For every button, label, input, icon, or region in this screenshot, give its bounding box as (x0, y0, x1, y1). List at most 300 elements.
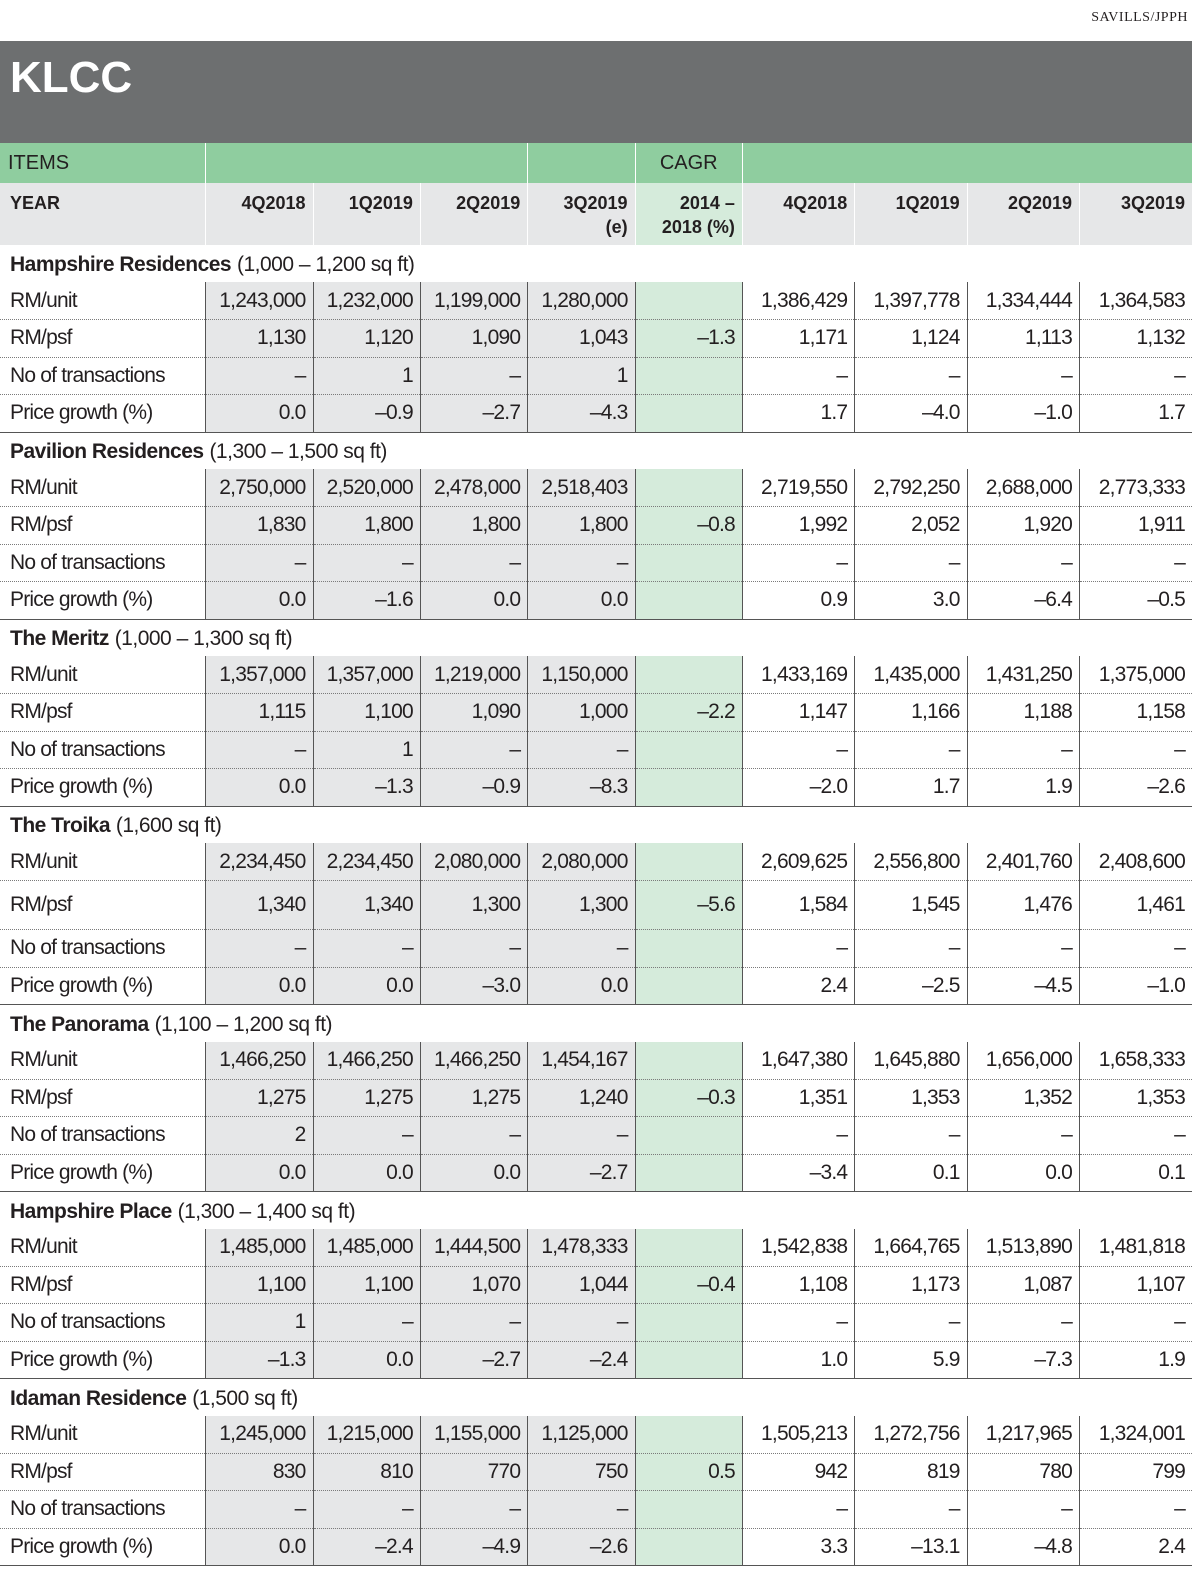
row-label: RM/psf (0, 507, 206, 545)
items-header-blank-b (528, 143, 635, 183)
table-cell: 1,044 (528, 1266, 635, 1304)
table-cell: 1,100 (313, 694, 420, 732)
project-name: Hampshire Residences (10, 253, 232, 276)
project-size: (1,300 – 1,500 sq ft) (209, 440, 387, 463)
table-cell (635, 282, 742, 320)
table-cell: –2.4 (528, 1341, 635, 1379)
table-cell (635, 769, 742, 807)
table-cell: 1,108 (742, 1266, 854, 1304)
row-label: Price growth (%) (0, 1341, 206, 1379)
table-cell: –0.4 (635, 1266, 742, 1304)
table-cell (635, 930, 742, 968)
table-cell: 2,408,600 (1080, 843, 1193, 881)
row-label: Price growth (%) (0, 967, 206, 1005)
column-header-6 (855, 183, 967, 245)
table-row (0, 1341, 1192, 1379)
table-cell: 1,375,000 (1080, 656, 1193, 694)
table-cell: – (1080, 357, 1193, 395)
project-size: (1,300 – 1,400 sq ft) (177, 1199, 356, 1223)
title-banner (0, 41, 1192, 143)
table-cell: –3.4 (742, 1154, 854, 1192)
table-cell: – (313, 930, 420, 968)
table-cell: 1,107 (1080, 1266, 1193, 1304)
table-row (0, 469, 1192, 507)
table-cell: 0.0 (206, 395, 313, 433)
table-cell: 2,792,250 (855, 469, 967, 507)
table-cell: 1 (206, 1304, 313, 1342)
table-cell (635, 1154, 742, 1192)
table-cell: 1,240 (528, 1079, 635, 1117)
table-cell: – (855, 544, 967, 582)
table-cell: 1,664,765 (855, 1229, 967, 1267)
column-header-1 (313, 183, 420, 245)
project-title (0, 432, 1192, 469)
table-row (0, 881, 1192, 930)
row-label: No of transactions (0, 1491, 206, 1529)
table-cell (635, 1528, 742, 1566)
table-cell: 1,476 (967, 881, 1079, 930)
table-cell: 1,397,778 (855, 282, 967, 320)
table-cell: 1,351 (742, 1079, 854, 1117)
row-label: No of transactions (0, 544, 206, 582)
table-cell (635, 469, 742, 507)
table-cell: 1,340 (313, 881, 420, 930)
table-cell: 1,461 (1080, 881, 1193, 930)
row-label: Price growth (%) (0, 1154, 206, 1192)
project-header-row (0, 432, 1192, 469)
table-cell: – (742, 1117, 854, 1155)
row-label: RM/unit (0, 282, 206, 320)
table-cell: 0.0 (206, 1528, 313, 1566)
table-cell: 0.0 (206, 1154, 313, 1192)
table-row (0, 544, 1192, 582)
table-cell: 0.0 (206, 967, 313, 1005)
table-cell: –2.7 (420, 395, 527, 433)
project-header-row (0, 806, 1192, 843)
table-cell: 750 (528, 1453, 635, 1491)
table-cell: 1.0 (742, 1341, 854, 1379)
table-row (0, 1229, 1192, 1267)
table-cell (635, 1304, 742, 1342)
project-name: The Troika (10, 814, 111, 837)
table-cell: 1,125,000 (528, 1416, 635, 1454)
table-cell: 1,100 (206, 1266, 313, 1304)
table-cell: 0.0 (206, 582, 313, 620)
table-row (0, 1042, 1192, 1080)
column-header-label: 1Q2019 (895, 193, 960, 213)
cagr-label: CAGR (635, 143, 742, 183)
table-cell: –0.3 (635, 1079, 742, 1117)
table-cell: –2.0 (742, 769, 854, 807)
row-label: Price growth (%) (0, 1528, 206, 1566)
row-label: No of transactions (0, 731, 206, 769)
project-name: Idaman Residence (10, 1386, 187, 1410)
table-cell: 2.4 (742, 967, 854, 1005)
table-cell: 1,300 (420, 881, 527, 930)
table-cell: 1,352 (967, 1079, 1079, 1117)
table-cell: – (967, 930, 1079, 968)
row-label: RM/psf (0, 694, 206, 732)
table-cell: 1,435,000 (855, 656, 967, 694)
table-cell: 1,124 (855, 320, 967, 358)
table-cell: 1,217,965 (967, 1416, 1079, 1454)
table-cell: 1,219,000 (420, 656, 527, 694)
column-header-3 (528, 183, 635, 245)
table-row (0, 1079, 1192, 1117)
table-cell: 1,647,380 (742, 1042, 854, 1080)
year-header-row (0, 183, 1192, 245)
table-cell: 1,188 (967, 694, 1079, 732)
table-cell: – (528, 731, 635, 769)
table-cell: – (420, 1117, 527, 1155)
project-size: (1,000 – 1,300 sq ft) (114, 627, 293, 650)
table-cell: 1,357,000 (313, 656, 420, 694)
table-cell: 830 (206, 1453, 313, 1491)
table-cell: 942 (742, 1453, 854, 1491)
table-cell: 1 (313, 731, 420, 769)
row-label: RM/psf (0, 1453, 206, 1491)
table-cell: – (1080, 1304, 1193, 1342)
column-header-8 (1080, 183, 1193, 245)
table-row (0, 1453, 1192, 1491)
table-cell: –4.5 (967, 967, 1079, 1005)
table-cell: – (420, 357, 527, 395)
table-row (0, 967, 1192, 1005)
table-cell: – (420, 1304, 527, 1342)
table-cell: 1,275 (420, 1079, 527, 1117)
table-cell: 1,658,333 (1080, 1042, 1193, 1080)
table-cell: 1.9 (1080, 1341, 1193, 1379)
table-cell: – (528, 1117, 635, 1155)
table-cell: – (206, 544, 313, 582)
project-title (0, 619, 1192, 656)
table-cell: 1,000 (528, 694, 635, 732)
table-cell (635, 544, 742, 582)
table-cell: 1,043 (528, 320, 635, 358)
table-cell: – (420, 544, 527, 582)
table-cell: 1,800 (313, 507, 420, 545)
column-header-7 (967, 183, 1079, 245)
table-cell: –4.9 (420, 1528, 527, 1566)
table-cell: 0.1 (855, 1154, 967, 1192)
table-cell: 1,513,890 (967, 1229, 1079, 1267)
items-header-blank-a (206, 143, 528, 183)
table-cell: 780 (967, 1453, 1079, 1491)
table-cell: – (855, 1304, 967, 1342)
row-label: No of transactions (0, 357, 206, 395)
table-cell: – (313, 544, 420, 582)
project-size: (1,600 sq ft) (115, 814, 222, 837)
row-label: Price growth (%) (0, 582, 206, 620)
table-cell: –1.0 (1080, 967, 1193, 1005)
table-row (0, 656, 1192, 694)
table-cell: –0.8 (635, 507, 742, 545)
table-cell: 2,234,450 (313, 843, 420, 881)
table-cell: 2,234,450 (206, 843, 313, 881)
table-cell: 1.7 (1080, 395, 1193, 433)
table-cell: 1,481,818 (1080, 1229, 1193, 1267)
table-cell: 819 (855, 1453, 967, 1491)
table-cell: –7.3 (967, 1341, 1079, 1379)
table-cell: 1,357,000 (206, 656, 313, 694)
table-cell (635, 1117, 742, 1155)
table-row (0, 357, 1192, 395)
row-label: RM/unit (0, 469, 206, 507)
table-cell (635, 1229, 742, 1267)
table-cell: 1,275 (313, 1079, 420, 1117)
table-cell: 3.0 (855, 582, 967, 620)
table-cell: 1,353 (1080, 1079, 1193, 1117)
table-cell: 2,719,550 (742, 469, 854, 507)
table-cell: 1,364,583 (1080, 282, 1193, 320)
table-cell: 1,466,250 (313, 1042, 420, 1080)
table-cell (635, 1491, 742, 1529)
table-cell: – (313, 1117, 420, 1155)
table-cell: 1,245,000 (206, 1416, 313, 1454)
table-cell: – (206, 357, 313, 395)
table-cell: 1,454,167 (528, 1042, 635, 1080)
table-cell: 1,171 (742, 320, 854, 358)
row-label: RM/unit (0, 1042, 206, 1080)
table-row (0, 1528, 1192, 1566)
table-cell: – (855, 731, 967, 769)
table-cell: 0.0 (528, 582, 635, 620)
table-cell: 1,215,000 (313, 1416, 420, 1454)
table-cell: 1,155,000 (420, 1416, 527, 1454)
row-label: Price growth (%) (0, 769, 206, 807)
column-header-4 (635, 183, 742, 245)
row-label: RM/unit (0, 656, 206, 694)
table-row (0, 1491, 1192, 1529)
column-header-0 (206, 183, 313, 245)
table-cell: –2.2 (635, 694, 742, 732)
table-cell: –0.9 (313, 395, 420, 433)
table-cell: 1,158 (1080, 694, 1193, 732)
table-cell: –13.1 (855, 1528, 967, 1566)
table-cell: – (967, 544, 1079, 582)
table-cell: –2.7 (420, 1341, 527, 1379)
table-cell: 1,386,429 (742, 282, 854, 320)
table-cell: 1,485,000 (206, 1229, 313, 1267)
row-label: RM/psf (0, 881, 206, 930)
table-row (0, 282, 1192, 320)
table-cell: – (742, 731, 854, 769)
table-cell: – (1080, 1117, 1193, 1155)
table-cell: 1,324,001 (1080, 1416, 1193, 1454)
column-header-2 (420, 183, 527, 245)
table-cell: 1,147 (742, 694, 854, 732)
table-cell: 0.0 (528, 967, 635, 1005)
column-header-label: 2014 – (679, 193, 735, 213)
project-size: (1,100 – 1,200 sq ft) (154, 1012, 333, 1036)
table-cell: –3.0 (420, 967, 527, 1005)
table-cell: – (1080, 930, 1193, 968)
table-cell: – (967, 1304, 1079, 1342)
table-cell: 3.3 (742, 1528, 854, 1566)
table-row (0, 843, 1192, 881)
table-cell: 1,656,000 (967, 1042, 1079, 1080)
table-cell (635, 656, 742, 694)
table-row (0, 507, 1192, 545)
table-cell: 0.5 (635, 1453, 742, 1491)
column-header-label: 4Q2018 (783, 193, 848, 213)
column-header-label: 2Q2019 (456, 193, 521, 213)
table-cell: –0.9 (420, 769, 527, 807)
table-row (0, 694, 1192, 732)
column-header-label: 3Q2019 (1120, 193, 1185, 213)
table-cell: –4.3 (528, 395, 635, 433)
row-label: RM/unit (0, 843, 206, 881)
table-cell: – (420, 1491, 527, 1529)
table-cell: 2,556,800 (855, 843, 967, 881)
table-cell (635, 1341, 742, 1379)
table-cell: 1,431,250 (967, 656, 1079, 694)
table-cell: – (855, 930, 967, 968)
table-cell: 0.1 (1080, 1154, 1193, 1192)
table-row (0, 1154, 1192, 1192)
table-cell: 1 (528, 357, 635, 395)
table-cell: –2.4 (313, 1528, 420, 1566)
table-cell: – (1080, 544, 1193, 582)
table-cell: –1.3 (313, 769, 420, 807)
table-cell: 1,243,000 (206, 282, 313, 320)
project-title (0, 1379, 1192, 1416)
table-cell (635, 582, 742, 620)
table-row (0, 582, 1192, 620)
table-cell: 0.9 (742, 582, 854, 620)
table-cell: 0.0 (206, 769, 313, 807)
table-cell: 2,520,000 (313, 469, 420, 507)
table-cell: –1.0 (967, 395, 1079, 433)
table-cell: 2 (206, 1117, 313, 1155)
table-cell: 1,300 (528, 881, 635, 930)
project-header-row (0, 1005, 1192, 1042)
table-cell: 1.9 (967, 769, 1079, 807)
table-cell: – (967, 357, 1079, 395)
row-label: No of transactions (0, 1304, 206, 1342)
table-cell: 2,688,000 (967, 469, 1079, 507)
table-cell: 2,773,333 (1080, 469, 1193, 507)
table-cell: 1,800 (420, 507, 527, 545)
table-cell: 2,080,000 (420, 843, 527, 881)
table-cell: – (528, 1491, 635, 1529)
table-cell: – (855, 1491, 967, 1529)
table-row (0, 1266, 1192, 1304)
table-cell: 1,130 (206, 320, 313, 358)
project-header-row (0, 619, 1192, 656)
project-title (0, 806, 1192, 843)
table-cell: – (528, 544, 635, 582)
table-cell: 2,401,760 (967, 843, 1079, 881)
page-title: KLCC (10, 53, 133, 102)
table-cell (635, 967, 742, 1005)
table-cell: 2,478,000 (420, 469, 527, 507)
table-cell: – (967, 1117, 1079, 1155)
table-row (0, 769, 1192, 807)
table-cell: –2.6 (1080, 769, 1193, 807)
table-cell: 1,505,213 (742, 1416, 854, 1454)
table-cell: 1,090 (420, 320, 527, 358)
table-cell: – (528, 930, 635, 968)
table-cell: – (206, 930, 313, 968)
column-header-label: 3Q2019 (563, 193, 628, 213)
row-label: RM/psf (0, 1266, 206, 1304)
table-cell: –2.7 (528, 1154, 635, 1192)
table-cell: –2.6 (528, 1528, 635, 1566)
table-cell: – (742, 357, 854, 395)
table-cell: – (528, 1304, 635, 1342)
table-cell: –0.5 (1080, 582, 1193, 620)
table-cell (635, 843, 742, 881)
table-body (0, 245, 1192, 1566)
items-label: ITEMS (0, 143, 206, 183)
table-cell: – (420, 731, 527, 769)
table-cell: – (313, 1491, 420, 1529)
table-cell: 1,087 (967, 1266, 1079, 1304)
table-cell: – (1080, 1491, 1193, 1529)
items-header-row (0, 143, 1192, 183)
price-table (0, 143, 1192, 1566)
table-cell: 0.0 (420, 1154, 527, 1192)
table-cell: 1,070 (420, 1266, 527, 1304)
table-cell: 1,542,838 (742, 1229, 854, 1267)
row-label: RM/unit (0, 1416, 206, 1454)
table-cell: 0.0 (967, 1154, 1079, 1192)
table-cell: – (742, 544, 854, 582)
project-name: The Panorama (10, 1012, 149, 1036)
table-cell: 1,272,756 (855, 1416, 967, 1454)
table-cell: – (1080, 731, 1193, 769)
table-cell: 770 (420, 1453, 527, 1491)
table-cell: 1,545 (855, 881, 967, 930)
table-cell: – (742, 1491, 854, 1529)
table-cell: 1,150,000 (528, 656, 635, 694)
project-size: (1,000 – 1,200 sq ft) (236, 253, 415, 276)
column-header-label: 4Q2018 (241, 193, 306, 213)
row-label: RM/psf (0, 1079, 206, 1117)
table-cell: 1 (313, 357, 420, 395)
table-cell: 1,466,250 (206, 1042, 313, 1080)
table-cell: 2,080,000 (528, 843, 635, 881)
project-title (0, 1005, 1192, 1042)
table-cell: 2.4 (1080, 1528, 1193, 1566)
table-row (0, 731, 1192, 769)
row-label: Price growth (%) (0, 395, 206, 433)
table-cell: 1,173 (855, 1266, 967, 1304)
table-cell: – (206, 1491, 313, 1529)
row-label: No of transactions (0, 1117, 206, 1155)
table-cell (635, 395, 742, 433)
table-cell: – (313, 1304, 420, 1342)
table-cell (635, 731, 742, 769)
table-cell: – (420, 930, 527, 968)
table-cell: 1.7 (742, 395, 854, 433)
table-row (0, 930, 1192, 968)
table-cell: 0.0 (313, 967, 420, 1005)
table-cell: –1.6 (313, 582, 420, 620)
table-row (0, 1304, 1192, 1342)
table-cell: 1,090 (420, 694, 527, 732)
project-header-row (0, 245, 1192, 282)
table-cell: 1,132 (1080, 320, 1193, 358)
table-cell: – (967, 731, 1079, 769)
table-cell: 799 (1080, 1453, 1193, 1491)
table-cell: 1,444,500 (420, 1229, 527, 1267)
table-cell: 1,275 (206, 1079, 313, 1117)
table-row (0, 395, 1192, 433)
table-cell: 1,166 (855, 694, 967, 732)
table-cell: 810 (313, 1453, 420, 1491)
